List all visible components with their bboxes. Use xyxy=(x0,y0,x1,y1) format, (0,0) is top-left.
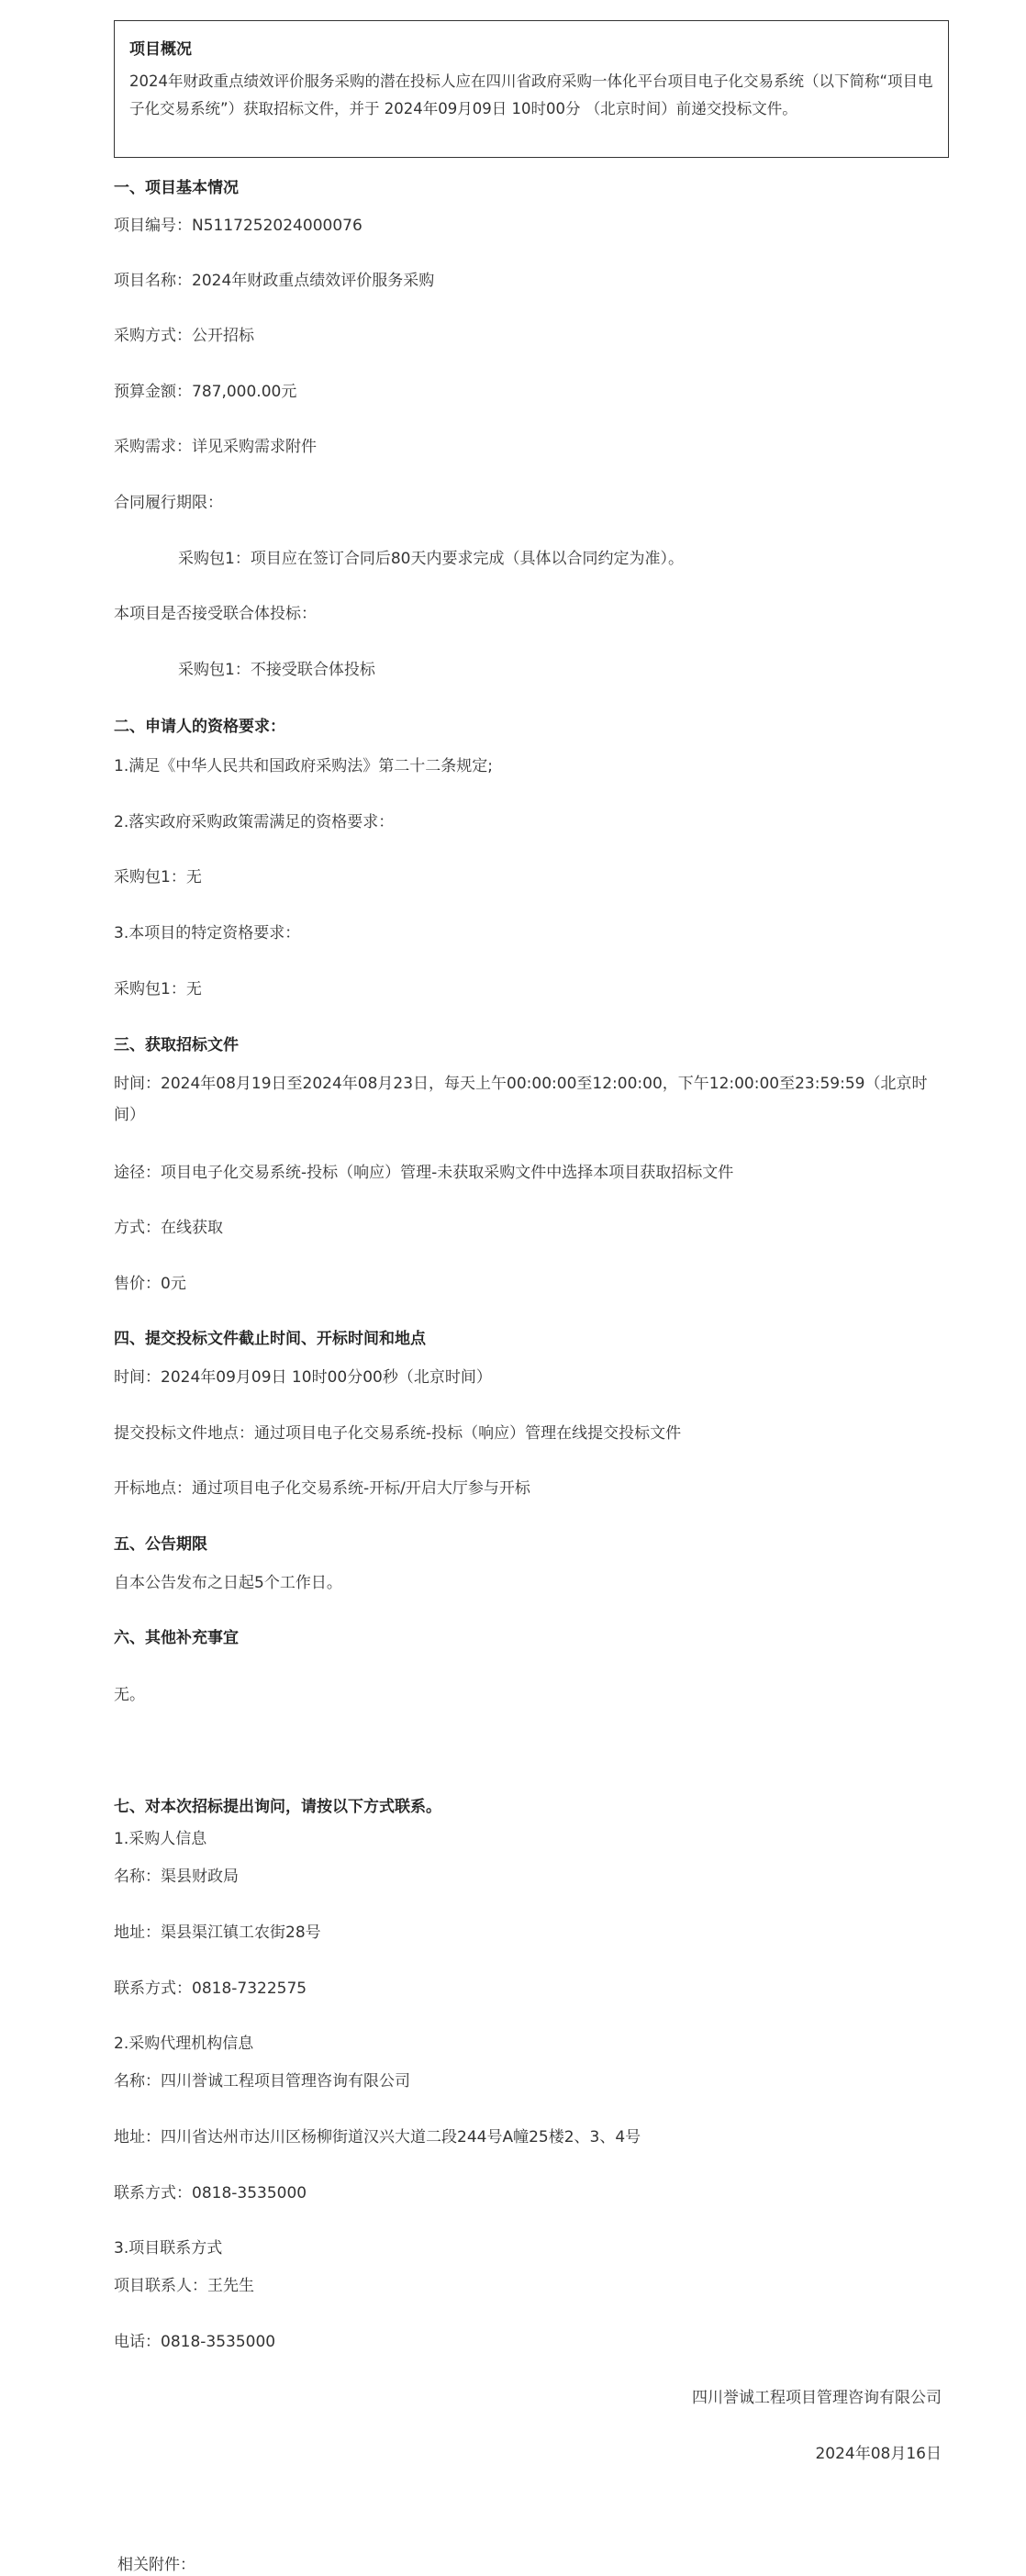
qualification-item-3-package: 采购包1：无 xyxy=(114,980,202,998)
section2-heading: 二、申请人的资格要求： xyxy=(114,718,285,736)
overview-title: 项目概况 xyxy=(129,40,192,59)
project-overview-box xyxy=(114,20,949,158)
section3-heading: 三、获取招标文件 xyxy=(114,1036,239,1054)
other-matters: 无。 xyxy=(114,1686,145,1704)
project-contact-person: 项目联系人：王先生 xyxy=(114,2277,254,2295)
section1-heading: 一、项目基本情况 xyxy=(114,179,239,197)
announcement-period: 自本公告发布之日起5个工作日。 xyxy=(114,1574,342,1592)
agency-contact: 联系方式：0818-3535000 xyxy=(114,2184,307,2202)
section5-heading: 五、公告期限 xyxy=(114,1535,207,1554)
qualification-item-1: 1.满足《中华人民共和国政府采购法》第二十二条规定; xyxy=(114,757,493,775)
procurement-demand: 采购需求 ： 详见采购需求附件 xyxy=(114,436,317,458)
project-contact-phone: 电话：0818-3535000 xyxy=(114,2333,276,2351)
signature-company: 四川誉诚工程项目管理咨询有限公司 xyxy=(692,2389,942,2407)
submit-place: 提交投标文件地点：通过项目电子化交易系统-投标（响应）管理在线提交投标文件 xyxy=(114,1424,682,1443)
obtain-time: 时间：2024年08月19日至2024年08月23日，每天上午00:00:00至12:00:00，下午12:00:00至23:59:59（北京时间） xyxy=(114,1075,928,1124)
deadline-time: 时间：2024年09月09日 10时00分00秒（北京时间） xyxy=(114,1368,492,1387)
budget-amount: 预算金额 ： 787,000.00元 xyxy=(114,381,296,403)
agency-name: 名称：四川誉诚工程项目管理咨询有限公司 xyxy=(114,2072,410,2091)
purchaser-contact: 联系方式：0818-7322575 xyxy=(114,1979,307,1998)
opening-place: 开标地点：通过项目电子化交易系统-开标/开启大厅参与开标 xyxy=(114,1479,530,1498)
qualification-item-2: 2.落实政府采购政策需满足的资格要求： xyxy=(114,813,395,831)
purchaser-name: 名称：渠县财政局 xyxy=(114,1868,239,1886)
project-name: 项目名称 ： 2024年财政重点绩效评价服务采购 xyxy=(114,270,434,292)
contract-period-label: 合同履行期限 ： xyxy=(114,492,223,514)
consortium-label: 本项目是否接受联合体投标 ： xyxy=(114,603,317,625)
consortium-package: 采购包1：不接受联合体投标 xyxy=(178,661,375,679)
purchaser-address: 地址：渠县渠江镇工农街28号 xyxy=(114,1924,321,1942)
obtain-price: 售价：0元 xyxy=(114,1275,186,1293)
project-number: 项目编号 ： N5117252024000076 xyxy=(114,215,362,237)
obtain-mode: 方式：在线获取 xyxy=(114,1219,223,1237)
section6-heading: 六、其他补充事宜 xyxy=(114,1629,239,1647)
contract-period-package: 采购包1：项目应在签订合同后80天内要求完成（具体以合同约定为准）。 xyxy=(178,550,684,568)
purchaser-title: 1.采购人信息 xyxy=(114,1830,207,1848)
section4-heading: 四、提交投标文件截止时间、开标时间和地点 xyxy=(114,1330,426,1348)
agency-title: 2.采购代理机构信息 xyxy=(114,2035,254,2053)
agency-address: 地址：四川省达州市达川区杨柳街道汉兴大道二段244号A幢25楼2、3、4号 xyxy=(114,2128,641,2147)
section7-heading: 七、对本次招标提出询问，请按以下方式联系。 xyxy=(114,1798,441,1816)
procurement-method: 采购方式 ： 公开招标 xyxy=(114,325,254,347)
qualification-item-2-package: 采购包1：无 xyxy=(114,868,202,887)
obtain-route: 途径：项目电子化交易系统-投标（响应）管理-未获取采购文件中选择本项目获取招标文件 xyxy=(114,1164,734,1182)
overview-text: 2024年财政重点绩效评价服务采购的潜在投标人应在四川省政府采购一体化平台项目电子化交易系统（以下简称“项目电子化交易系统”）获取招标文件，并于 2024年09月09日 10时00分 （北京时间）前递交投标文件。 xyxy=(129,72,933,117)
signature-date: 2024年08月16日 xyxy=(815,2445,942,2463)
project-contact-title: 3.项目联系方式 xyxy=(114,2239,223,2258)
qualification-item-3: 3.本项目的特定资格要求： xyxy=(114,924,301,942)
attachments-label: 相关附件 ： xyxy=(117,2554,195,2576)
